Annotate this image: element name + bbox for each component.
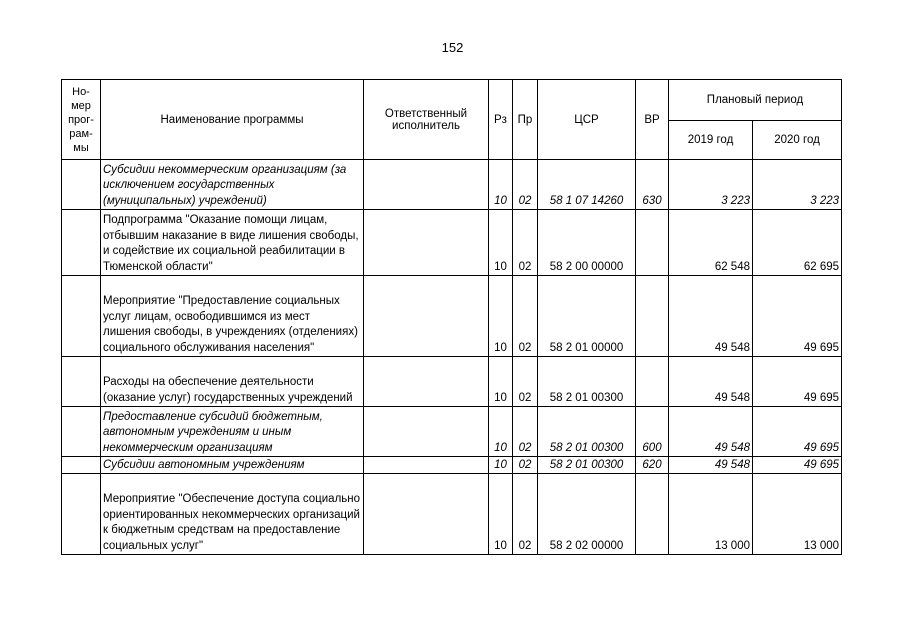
cell-rz: 10 [489,357,513,407]
cell-name: Предоставление субсидий бюджетным, автономным учреждениям и иным некоммерческим организациям [101,407,364,457]
cell-number [62,474,101,555]
cell-csr: 58 2 01 00300 [538,357,636,407]
cell-2019: 49 548 [669,407,753,457]
cell-name: Расходы на обеспечение деятельности (оказание услуг) государственных учреждений [101,357,364,407]
cell-vr: 600 [636,407,669,457]
cell-executor [364,474,489,555]
header-csr: ЦСР [538,80,636,160]
cell-vr: 620 [636,457,669,474]
cell-csr: 58 2 00 00000 [538,210,636,276]
header-program-name: Наименование программы [101,80,364,160]
cell-executor [364,160,489,210]
header-program-number: Но- мер прог- рам- мы [62,80,101,160]
cell-pr: 02 [513,474,538,555]
cell-rz: 10 [489,160,513,210]
cell-number [62,457,101,474]
cell-number [62,160,101,210]
cell-pr: 02 [513,160,538,210]
cell-executor [364,457,489,474]
cell-number [62,357,101,407]
cell-pr: 02 [513,407,538,457]
cell-executor [364,276,489,357]
cell-csr: 58 2 02 00000 [538,474,636,555]
cell-vr [636,276,669,357]
cell-executor [364,357,489,407]
cell-name: Мероприятие "Обеспечение доступа социально ориентированных некоммерческих организаций к бюджетным средствам на предоставление социальных услуг" [101,474,364,555]
cell-2019: 3 223 [669,160,753,210]
cell-2019: 49 548 [669,276,753,357]
cell-2019: 13 000 [669,474,753,555]
header-rz: Рз [489,80,513,160]
cell-csr: 58 1 07 14260 [538,160,636,210]
cell-vr [636,210,669,276]
table-row [62,474,842,555]
header-executor: Ответственный исполнитель [364,80,489,160]
cell-rz: 10 [489,474,513,555]
cell-2020: 49 695 [753,357,842,407]
cell-rz: 10 [489,457,513,474]
cell-vr [636,474,669,555]
cell-number [62,276,101,357]
cell-rz: 10 [489,210,513,276]
cell-csr: 58 2 01 00300 [538,457,636,474]
cell-executor [364,210,489,276]
cell-number [62,407,101,457]
table-row [62,457,842,474]
cell-name: Субсидии автономным учреждениям [101,457,364,474]
cell-2019: 62 548 [669,210,753,276]
cell-2020: 49 695 [753,407,842,457]
cell-pr: 02 [513,457,538,474]
cell-2020: 49 695 [753,276,842,357]
table-row [62,407,842,457]
cell-2020: 13 000 [753,474,842,555]
cell-name: Подпрограмма "Оказание помощи лицам, отбывшим наказание в виде лишения свободы, и содействие их социальной реабилитации в Тюменской области" [101,210,364,276]
table-row [62,160,842,210]
cell-vr: 630 [636,160,669,210]
cell-name: Субсидии некоммерческим организациям (за исключением государственных (муниципальных) учреждений) [101,160,364,210]
cell-2019: 49 548 [669,357,753,407]
header-plan-period: Плановый период [669,80,842,121]
cell-number [62,210,101,276]
page-number: 152 [441,40,464,55]
cell-pr: 02 [513,357,538,407]
cell-rz: 10 [489,276,513,357]
table-row [62,276,842,357]
header-2020: 2020 год [753,121,842,160]
budget-table [61,79,842,555]
cell-vr [636,357,669,407]
cell-2020: 3 223 [753,160,842,210]
cell-2019: 49 548 [669,457,753,474]
header-vr: ВР [636,80,669,160]
cell-2020: 62 695 [753,210,842,276]
cell-executor [364,407,489,457]
cell-csr: 58 2 01 00000 [538,276,636,357]
header-2019: 2019 год [669,121,753,160]
cell-csr: 58 2 01 00300 [538,407,636,457]
cell-pr: 02 [513,276,538,357]
cell-pr: 02 [513,210,538,276]
cell-2020: 49 695 [753,457,842,474]
cell-name: Мероприятие "Предоставление социальных услуг лицам, освободившимся из мест лишения свободы, в учреждениях (отделениях) социального обслуживания населения" [101,276,364,357]
table-row [62,357,842,407]
header-pr: Пр [513,80,538,160]
table-row [62,210,842,276]
cell-rz: 10 [489,407,513,457]
